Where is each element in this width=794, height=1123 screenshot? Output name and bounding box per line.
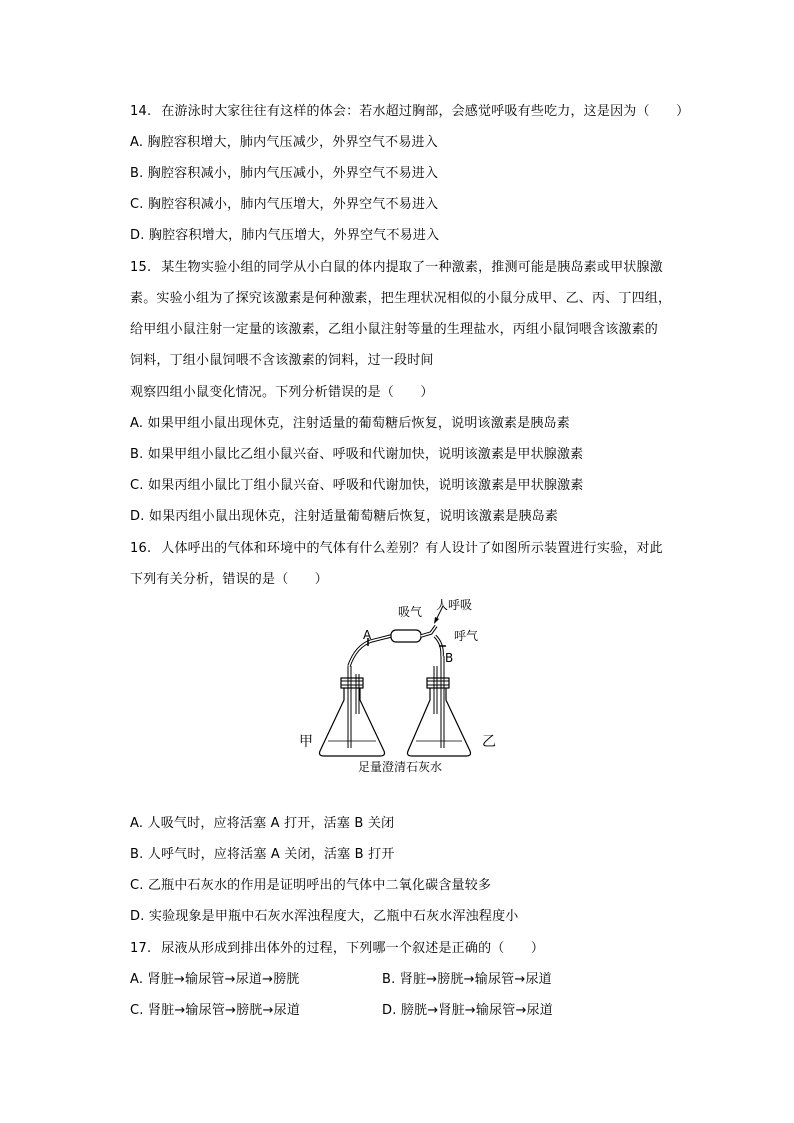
label-valve-b: B <box>445 651 454 665</box>
flask-jia <box>320 666 385 756</box>
q16-stem-line-2: 下列有关分析，错误的是（ ） <box>130 572 329 587</box>
q15-option-b: B. 如果甲组小鼠比乙组小鼠兴奋、呼吸和代谢加快，说明该激素是甲状腺激素 <box>130 447 584 462</box>
q14-option-d: D. 胸腔容积增大，肺内气压增大，外界空气不易进入 <box>130 228 440 243</box>
label-flask-jia: 甲 <box>299 734 313 750</box>
q15-number: 15. <box>130 260 152 275</box>
q15-option-d: D. 如果丙组小鼠出现休克，注射适量葡萄糖后恢复，说明该激素是胰岛素 <box>130 509 559 524</box>
label-exhale: 呼气 <box>454 629 479 643</box>
q15-stem-line-3: 给甲组小鼠注射一定量的该激素，乙组小鼠注射等量的生理盐水，丙组小鼠饲喂含该激素的 <box>130 322 659 337</box>
q17-option-c: C. 肾脏→输尿管→膀胱→尿道 <box>130 1003 301 1018</box>
flask-yi <box>408 656 471 756</box>
q14-option-a: A. 胸腔容积增大，肺内气压减少，外界空气不易进入 <box>130 135 438 150</box>
q17-stem-text: 尿液从形成到排出体外的过程，下列哪一个叙述是正确的（ ） <box>161 941 545 956</box>
label-valve-a: A <box>363 628 372 642</box>
q16-stem-line-1 <box>130 539 663 559</box>
q15-stem-line-1 <box>130 258 663 278</box>
q16-option-a: A. 人吸气时，应将活塞 A 打开，活塞 B 关闭 <box>130 816 395 831</box>
figure-caption: 足量澄清石灰水 <box>358 760 443 774</box>
q17-option-b: B. 肾脏→膀胱→输尿管→尿道 <box>382 972 552 987</box>
q15-stem-line-2: 素。实验小组为了探究该激素是何种激素，把生理状况相似的小鼠分成甲、乙、丙、丁四组， <box>130 291 672 306</box>
q14-stem-text: 在游泳时大家往往有这样的体会：若水超过胸部，会感觉呼吸有些吃力，这是因为（ ） <box>161 104 690 119</box>
q15-stem-line-4: 饲料，丁组小鼠饲喂不含该激素的饲料，过一段时间 <box>130 353 434 368</box>
q16-stem-text-1: 人体呼出的气体和环境中的气体有什么差别？有人设计了如图所示装置进行实验，对此 <box>161 541 663 556</box>
q17-option-a: A. 肾脏→输尿管→尿道→膀胱 <box>130 972 300 987</box>
q14-option-b: B. 胸腔容积减小，肺内气压减小，外界空气不易进入 <box>130 166 439 181</box>
label-inhale: 吸气 <box>398 605 423 619</box>
q15-stem-text-1: 某生物实验小组的同学从小白鼠的体内提取了一种激素，推测可能是胰岛素或甲状腺激 <box>161 260 663 275</box>
q14-number: 14. <box>130 104 152 119</box>
q16-option-c: C. 乙瓶中石灰水的作用是证明呼出的气体中二氧化碳含量较多 <box>130 878 492 893</box>
q15-option-a: A. 如果甲组小鼠出现休克，注射适量的葡萄糖后恢复，说明该激素是胰岛素 <box>130 416 570 431</box>
label-flask-yi: 乙 <box>482 734 496 750</box>
q17-stem <box>130 939 544 959</box>
q17-option-d: D. 膀胱→肾脏→输尿管→尿道 <box>382 1003 553 1018</box>
q14-option-c: C. 胸腔容积减小，肺内气压增大，外界空气不易进入 <box>130 197 439 212</box>
q15-stem-line-5: 观察四组小鼠变化情况。下列分析错误的是（ ） <box>130 385 434 400</box>
q14-stem <box>130 102 689 122</box>
q16-option-b: B. 人呼气时，应将活塞 A 关闭，活塞 B 打开 <box>130 847 395 862</box>
q15-option-c: C. 如果丙组小鼠比丁组小鼠兴奋、呼吸和代谢加快，说明该激素是甲状腺激素 <box>130 478 584 493</box>
breathing-apparatus-figure <box>296 596 506 776</box>
q17-number: 17. <box>130 941 152 956</box>
label-person: 人呼吸 <box>436 598 473 612</box>
q16-option-d: D. 实验现象是甲瓶中石灰水浑浊程度大，乙瓶中石灰水浑浊程度小 <box>130 909 519 924</box>
q16-number: 16. <box>130 541 152 556</box>
